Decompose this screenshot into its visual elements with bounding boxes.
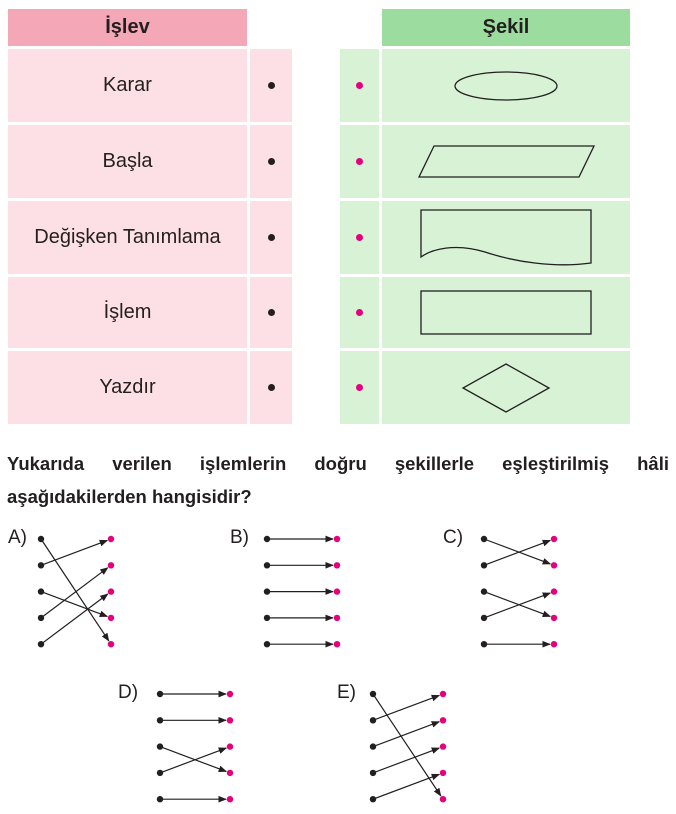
question-line-1: Yukarıda verilen işlemlerin doğru şekillerle eşleştirilmiş hâli <box>7 453 669 474</box>
option-e-arrow-5 <box>373 774 439 799</box>
option-a-target-dot-5 <box>108 641 114 647</box>
option-d-source-dot-5 <box>157 796 163 802</box>
option-d-label[interactable]: D) <box>118 682 139 703</box>
option-c-arrow-3 <box>484 592 550 617</box>
option-d-target-dot-4 <box>227 770 233 776</box>
option-d-target-dot-2 <box>227 717 233 723</box>
option-c-arrow-4 <box>484 593 550 618</box>
option-d-source-dot-2 <box>157 717 163 723</box>
function-label-3: Değişken Tanımlama <box>34 226 221 248</box>
option-b-source-dot-1 <box>264 536 270 542</box>
option-c-source-dot-1 <box>481 536 487 542</box>
option-a-arrow-5 <box>41 594 108 644</box>
option-e-target-dot-4 <box>440 770 446 776</box>
option-a-target-dot-1 <box>108 536 114 542</box>
option-b-target-dot-3 <box>334 588 340 594</box>
function-label-4: İşlem <box>103 301 152 323</box>
option-a-source-dot-3 <box>38 588 44 594</box>
left-header-label: İşlev <box>105 16 150 38</box>
option-c-target-dot-2 <box>551 562 557 568</box>
option-c-target-dot-3 <box>551 588 557 594</box>
option-c-target-dot-4 <box>551 615 557 621</box>
question-line-2: aşağıdakilerden hangisidir? <box>7 486 252 507</box>
option-b-target-dot-2 <box>334 562 340 568</box>
option-a-arrow-3 <box>41 592 107 617</box>
function-label-2: Başla <box>102 150 153 172</box>
option-d-source-dot-1 <box>157 691 163 697</box>
option-c-arrow-2 <box>484 540 550 565</box>
option-e-source-dot-2 <box>370 717 376 723</box>
option-e-target-dot-2 <box>440 717 446 723</box>
option-b-source-dot-4 <box>264 615 270 621</box>
option-d-target-dot-5 <box>227 796 233 802</box>
option-a-source-dot-1 <box>38 536 44 542</box>
option-a-arrow-4 <box>41 568 108 618</box>
option-e-source-dot-1 <box>370 691 376 697</box>
option-c-label[interactable]: C) <box>443 527 464 548</box>
option-e-arrow-4 <box>373 748 439 773</box>
option-d-source-dot-4 <box>157 770 163 776</box>
option-d-target-dot-3 <box>227 743 233 749</box>
option-a-source-dot-2 <box>38 562 44 568</box>
option-c-source-dot-5 <box>481 641 487 647</box>
option-b-source-dot-5 <box>264 641 270 647</box>
option-b-target-dot-5 <box>334 641 340 647</box>
option-c-source-dot-2 <box>481 562 487 568</box>
option-e-target-dot-1 <box>440 691 446 697</box>
option-a-source-dot-4 <box>38 615 44 621</box>
option-b-source-dot-2 <box>264 562 270 568</box>
option-b-label[interactable]: B) <box>230 527 249 548</box>
option-e-target-dot-3 <box>440 743 446 749</box>
option-c-target-dot-5 <box>551 641 557 647</box>
option-e-arrow-1 <box>373 694 441 796</box>
option-e-source-dot-5 <box>370 796 376 802</box>
option-c-source-dot-4 <box>481 615 487 621</box>
option-d-diagram[interactable] <box>157 691 233 803</box>
option-e-source-dot-4 <box>370 770 376 776</box>
option-b-target-dot-4 <box>334 615 340 621</box>
option-e-label[interactable]: E) <box>337 682 356 703</box>
option-a-source-dot-5 <box>38 641 44 647</box>
option-d-arrow-3 <box>160 747 226 772</box>
option-a-target-dot-3 <box>108 588 114 594</box>
option-d-arrow-4 <box>160 748 226 773</box>
option-b-target-dot-1 <box>334 536 340 542</box>
option-c-target-dot-1 <box>551 536 557 542</box>
option-c-arrow-1 <box>484 539 550 564</box>
option-a-target-dot-4 <box>108 615 114 621</box>
option-d-target-dot-1 <box>227 691 233 697</box>
option-a-label[interactable]: A) <box>8 527 27 548</box>
function-label-1: Karar <box>103 74 152 96</box>
option-b-source-dot-3 <box>264 588 270 594</box>
option-a-arrow-1 <box>41 539 109 641</box>
option-c-diagram[interactable] <box>481 536 557 648</box>
option-e-target-dot-5 <box>440 796 446 802</box>
option-b-diagram[interactable] <box>264 536 340 648</box>
option-d-source-dot-3 <box>157 743 163 749</box>
option-a-diagram[interactable] <box>38 536 114 648</box>
right-header-label: Şekil <box>482 16 530 38</box>
function-label-5: Yazdır <box>99 376 156 398</box>
option-e-diagram[interactable] <box>370 691 446 803</box>
option-a-target-dot-2 <box>108 562 114 568</box>
option-c-source-dot-3 <box>481 588 487 594</box>
option-e-source-dot-3 <box>370 743 376 749</box>
